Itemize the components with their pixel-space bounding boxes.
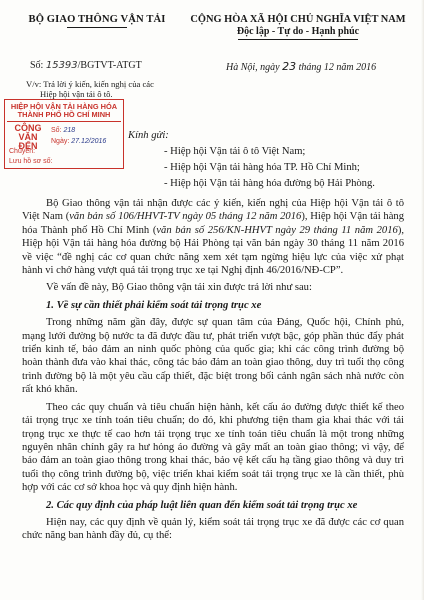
stamp-date-value: 27.12/2016 [71, 138, 107, 145]
place-date-prefix: Hà Nội, ngày [226, 62, 280, 73]
paragraph-section1-a: Trong những năm gần đây, được sự quan tâm của Đảng, Quốc hội, Chính phủ, mạng lưới đường bộ nước ta đã được đầu tư, phát triển vượt bậc, góp phần thúc đẩy phát triển kinh tế, bảo đảm an ninh quốc phòng của quốc gia; khi các công trình đường bộ hoàn thành đưa vào khai thác, công tác bảo đảm an toàn giao thông, duy trì tuổi thọ công trình đường bộ là một yêu cầu cấp thiết, đặc biệt trong bối cảnh ngân sách nhà nước còn rất khó khăn. [22, 317, 404, 396]
document-number [30, 60, 142, 71]
section-heading-2: 2. Các quy định của pháp luật liên quan đến kiểm soát tải trọng trục xe [46, 499, 358, 511]
agency-name: BỘ GIAO THÔNG VẬN TẢI [28, 14, 166, 25]
stamp-title-1: CÔNG VĂN [14, 123, 42, 142]
stamp-archive-field: Lưu hồ sơ số: [9, 158, 53, 165]
place-date-suffix: tháng 12 năm 2016 [298, 62, 377, 73]
stamp-title [8, 124, 48, 151]
paragraph-intro: Bộ Giao thông vận tải nhận được các ý kiến, kiến nghị của Hiệp hội Vận tải ô tô Việt Nam (văn bản số 106/HHVT-TV ngày 05 tháng 12 năm 2016), Hiệp hội Vận tải hàng hóa Thành phố Hồ Chí Minh (văn bản số 256/KN-HHVT ngày 29 tháng 11 năm 2016), Hiệp hội Vận tải hàng hóa đường bộ Hải Phòng tại văn bản ngày 30 tháng 11 năm 2016 về việc “đề nghị các cơ quan chức năng xem xét tạm ngừng hiệu lực của việc xử phạt hành vi chở hàng vượt quá tải trọng trục xe tại Nghị định 46/2016/NĐ-CP”. [22, 198, 405, 277]
stamp-line-1: HIỆP HỘI VẬN TẢI HÀNG HÓA [10, 102, 118, 111]
stamp-date-label: Ngày: [51, 138, 70, 145]
paragraph-section2: Hiện nay, các quy định về quản lý, kiểm soát tải trọng trục xe đã được các cơ quan chức năng ban hành đầy đủ, cụ thể: [22, 516, 404, 542]
national-header [180, 14, 416, 40]
stamp-number-field [51, 127, 75, 134]
stamp-line-2: THÀNH PHỐ HỒ CHÍ MINH [17, 110, 111, 119]
section-heading-1: 1. Về sự cần thiết phải kiểm soát tải trọng trục xe [46, 299, 262, 311]
paragraph-section1-b: Theo các quy chuẩn và tiêu chuẩn hiện hành, kết cấu áo đường được thiết kế theo tải trọng trục xe tính toán tiêu chuẩn; do đó, khi phương tiện tham gia khai thác với tải trọng trục xe thực tế cao hơn tải trọng trục xe tính toán tiêu chuẩn là một trong những nguyên nhân chính gây ra hư hỏng áo đường và gây mất an toàn giao thông; vì vậy, để bảo đảm an toàn giao thông trong khai thác, bảo vệ kết cấu hạ tầng giao thông và duy trì tuổi thọ công trình đường bộ, việc triển khai kiểm soát tải trọng trục xe là cần thiết, phù hợp với các cơ sở khoa học và quy định hiện hành. [22, 401, 404, 494]
doc-number-suffix: /BGTVT-ATGT [77, 60, 142, 71]
recipient-item: - Hiệp hội Vận tải hàng hóa đường bộ Hải Phòng. [164, 178, 375, 189]
stamp-date-field [51, 138, 106, 145]
national-motto: Độc lập - Tự do - Hạnh phúc [236, 26, 360, 37]
subject-line [26, 79, 186, 99]
received-stamp [4, 99, 124, 169]
doc-number-handwritten: 15393 [45, 60, 78, 71]
stamp-number-value: 218 [63, 127, 76, 134]
letter-body [22, 197, 404, 543]
paragraph-reply: Về vấn đề này, Bộ Giao thông vận tải xin được trả lời như sau: [46, 282, 312, 294]
agency-header [22, 14, 172, 28]
stamp-forward-field: Chuyển: [9, 148, 36, 155]
place-and-date [226, 60, 376, 73]
doc-number-label: Số: [30, 60, 44, 71]
agency-underline [67, 27, 127, 28]
recipient-item: - Hiệp hội Vận tải hàng hóa TP. Hồ Chí Minh; [164, 162, 360, 173]
recipient-item: - Hiệp hội Vận tải ô tô Việt Nam; [164, 146, 306, 157]
date-day-handwritten: 23 [282, 60, 297, 73]
republic-name: CỘNG HÒA XÃ HỘI CHỦ NGHĨA VIỆT NAM [190, 14, 406, 25]
stamp-number-label: Số: [51, 127, 62, 134]
subject-line-2: Hiệp hội vận tải ô tô. [40, 89, 113, 99]
recipients-label: Kính gửi: [128, 130, 169, 141]
stamp-title-2: ĐẾN [18, 141, 38, 151]
stamp-divider [7, 121, 121, 122]
subject-line-1: V/v: Trả lời ý kiến, kiến nghị của các [26, 79, 154, 89]
motto-underline [238, 39, 358, 40]
